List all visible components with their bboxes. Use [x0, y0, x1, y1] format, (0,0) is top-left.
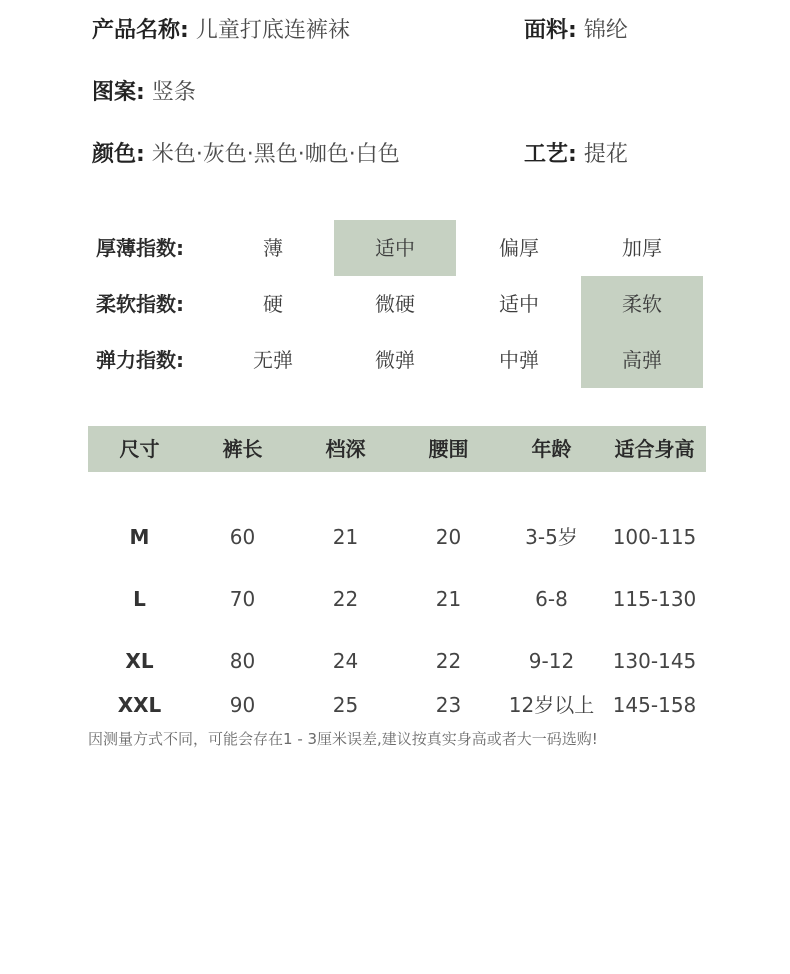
- craft-value: 提花: [583, 142, 628, 167]
- size-table-header: [88, 426, 706, 472]
- table-cell: 80: [229, 649, 256, 673]
- table-cell: 20: [435, 525, 462, 549]
- pattern-label: 图案:: [92, 80, 145, 105]
- thickness-option: 偏厚: [499, 236, 539, 260]
- table-cell-size: L: [133, 587, 146, 611]
- table-cell: 90: [229, 693, 256, 717]
- table-cell: 130-145: [612, 649, 697, 673]
- table-cell: 100-115: [612, 525, 697, 549]
- table-cell: 21: [435, 587, 462, 611]
- table-cell: 6-8: [535, 587, 568, 611]
- elasticity-option: 中弹: [499, 348, 539, 372]
- color-label: 颜色:: [92, 142, 145, 167]
- table-cell: 3-5岁: [525, 525, 578, 549]
- header-waist: 腰围: [428, 437, 469, 461]
- fabric-row: [524, 16, 628, 46]
- softness-option-selected: 柔软: [581, 276, 703, 332]
- table-cell-size: XXL: [117, 693, 162, 717]
- softness-index-label: 柔软指数:: [96, 292, 184, 316]
- thickness-index-label: 厚薄指数:: [96, 236, 184, 260]
- table-cell: 22: [332, 587, 359, 611]
- table-cell: 25: [332, 693, 359, 717]
- elasticity-option: 无弹: [253, 348, 293, 372]
- measurement-note: 因测量方式不同，可能会存在1 - 3厘米误差,建议按真实身高或者大一码选购!: [88, 730, 598, 748]
- table-cell: 60: [229, 525, 256, 549]
- softness-option: 适中: [499, 292, 539, 316]
- header-size: 尺寸: [119, 437, 160, 461]
- elasticity-index-label: 弹力指数:: [96, 348, 184, 372]
- product-name-value: 儿童打底连裤袜: [195, 18, 350, 43]
- thickness-option: 加厚: [622, 236, 662, 260]
- table-cell: 23: [435, 693, 462, 717]
- header-pants-length: 裤长: [222, 437, 263, 461]
- color-row: [92, 140, 400, 170]
- table-cell: 22: [435, 649, 462, 673]
- thickness-option: 薄: [263, 236, 283, 260]
- table-cell: 24: [332, 649, 359, 673]
- elasticity-option-selected: 高弹: [581, 332, 703, 388]
- thickness-option-selected: 适中: [334, 220, 456, 276]
- pattern-value: 竖条: [151, 80, 196, 105]
- fabric-value: 锦纶: [583, 18, 628, 43]
- table-cell: 21: [332, 525, 359, 549]
- table-cell-size: XL: [125, 649, 154, 673]
- table-cell: 115-130: [612, 587, 697, 611]
- header-height: 适合身高: [614, 437, 695, 461]
- fabric-label: 面料:: [524, 18, 577, 43]
- header-crotch-depth: 档深: [325, 437, 366, 461]
- elasticity-option: 微弹: [375, 348, 415, 372]
- product-name-label: 产品名称:: [92, 18, 189, 43]
- craft-label: 工艺:: [524, 142, 577, 167]
- table-cell: 12岁以上: [508, 693, 595, 717]
- table-cell: 145-158: [612, 693, 697, 717]
- table-cell-size: M: [129, 525, 150, 549]
- table-cell: 9-12: [528, 649, 575, 673]
- color-value: 米色·灰色·黑色·咖色·白色: [151, 142, 400, 167]
- softness-option: 硬: [263, 292, 283, 316]
- product-name-row: [92, 16, 350, 46]
- craft-row: [524, 140, 628, 170]
- header-age: 年龄: [531, 437, 572, 461]
- table-cell: 70: [229, 587, 256, 611]
- softness-option: 微硬: [375, 292, 415, 316]
- pattern-row: [92, 78, 196, 108]
